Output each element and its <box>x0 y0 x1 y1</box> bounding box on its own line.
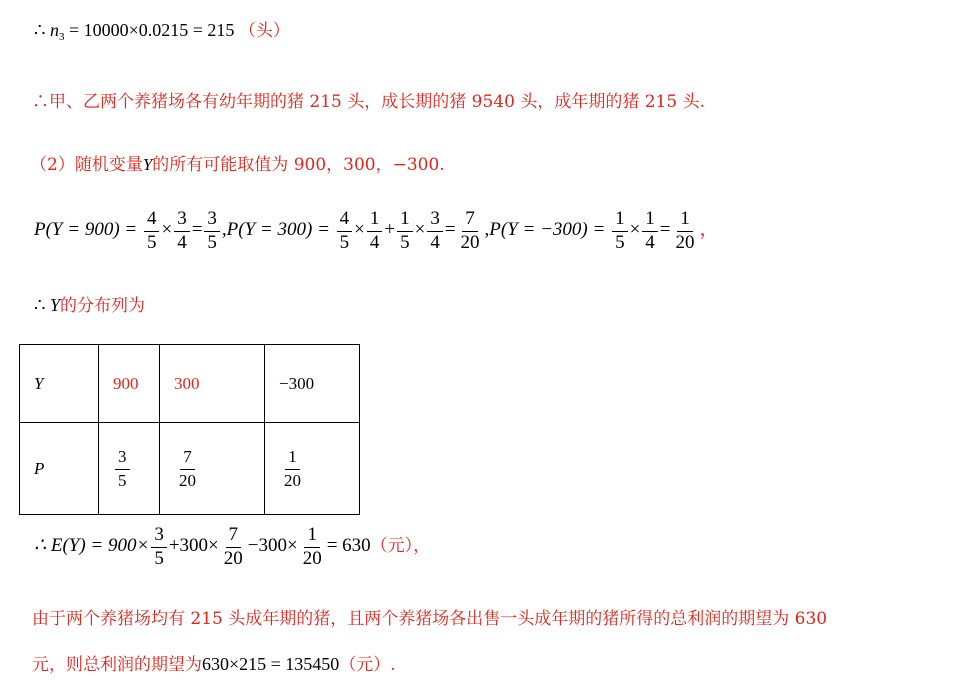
fraction: $\frac{1}{4}$ <box>367 209 383 253</box>
n3-unit: （头） <box>238 21 290 41</box>
final-text: 元，则总利润的期望为 <box>32 655 202 675</box>
part2-variable: Y <box>142 155 153 174</box>
therefore-symbol: ∴ <box>34 20 46 40</box>
fraction: $\frac{1}{5}$ <box>612 209 628 253</box>
final-math: 630×215 = 135450 <box>202 654 340 674</box>
expectation-lhs: ∴ E(Y) = 900× <box>34 535 150 556</box>
p-value: $\frac{7}{20}$ <box>160 423 265 515</box>
y-value: 300 <box>160 345 265 423</box>
fraction: $\frac{7}{20}$ <box>460 207 480 253</box>
part2-statement <box>30 153 445 177</box>
fraction: $\frac{3}{5}$ <box>204 209 220 253</box>
p300-lhs: ,P(Y = 300) = <box>221 219 335 240</box>
fraction: $\frac{7}{20}$ <box>223 523 243 569</box>
fraction: $\frac{1}{5}$ <box>397 209 413 253</box>
expectation-unit: （元）， <box>370 536 431 556</box>
row-header-p: P <box>20 423 99 515</box>
probability-equations: P(Y = 900) = $\frac{4}{5}$ × $\frac{3}{4}$ = $\frac{3}{5}$ ,P(Y = 300) = $\frac{4}{5}$ × $\frac{1}{4}$ + $\frac{1}{5}$ × $\frac{3}{4}$ = $\frac{7}{20}$ ,P(Y = −300) = $\frac{1}{5}$ × $\frac{1}{4}$ = $\frac{1}{20}$ ， <box>34 207 719 253</box>
y-value: −300 <box>265 345 360 423</box>
p900-lhs: P(Y = 900) = <box>34 219 142 240</box>
therefore-symbol: ∴ <box>34 295 46 315</box>
n-variable: n <box>49 20 59 40</box>
distribution-label: 的分布列为 <box>59 296 145 316</box>
fraction: $\frac{3}{5}$ <box>151 525 167 569</box>
fraction: $\frac{3}{4}$ <box>174 209 190 253</box>
distribution-table <box>19 344 360 515</box>
p-value: $\frac{1}{20}$ <box>265 423 360 515</box>
fraction: $\frac{3}{4}$ <box>427 209 443 253</box>
p-value: $\frac{3}{5}$ <box>99 423 160 515</box>
part2-intro: （2）随机变量 <box>30 155 143 175</box>
fraction: $\frac{1}{20}$ <box>675 207 695 253</box>
n-subscript: 3 <box>58 31 65 43</box>
fraction: $\frac{1}{20}$ <box>302 523 322 569</box>
n3-equation <box>34 18 290 49</box>
distribution-intro <box>34 293 145 318</box>
final-statement-line1: 由于两个养猪场均有 215 头成年期的猪，且两个养猪场各出售一头成年期的猪所得的总利润的期望为 630 <box>32 609 828 629</box>
final-unit: （元）. <box>339 655 396 675</box>
y-value: 900 <box>99 345 160 423</box>
part2-values: 的所有可能取值为 900，300，−300. <box>152 155 445 175</box>
table-row <box>20 345 360 423</box>
pneg300-lhs: ,P(Y = −300) = <box>484 219 611 240</box>
fraction: $\frac{4}{5}$ <box>144 209 160 253</box>
final-statement-line2 <box>32 652 396 677</box>
table-row <box>20 423 360 515</box>
fraction: $\frac{1}{4}$ <box>642 209 658 253</box>
row-header-y: Y <box>20 345 99 423</box>
fraction: $\frac{4}{5}$ <box>337 209 353 253</box>
n3-expression: = 10000×0.0215 = 215 <box>64 20 235 40</box>
conclusion-part1: ∴甲、乙两个养猪场各有幼年期的猪 215 头，成长期的猪 9540 头，成年期的猪 215 头. <box>32 92 705 112</box>
expectation-equation: ∴ E(Y) = 900× $\frac{3}{5}$ +300× $\frac{7}{20}$ −300× $\frac{1}{20}$ = 630（元）， <box>34 523 431 569</box>
distribution-variable: Y <box>49 295 60 315</box>
